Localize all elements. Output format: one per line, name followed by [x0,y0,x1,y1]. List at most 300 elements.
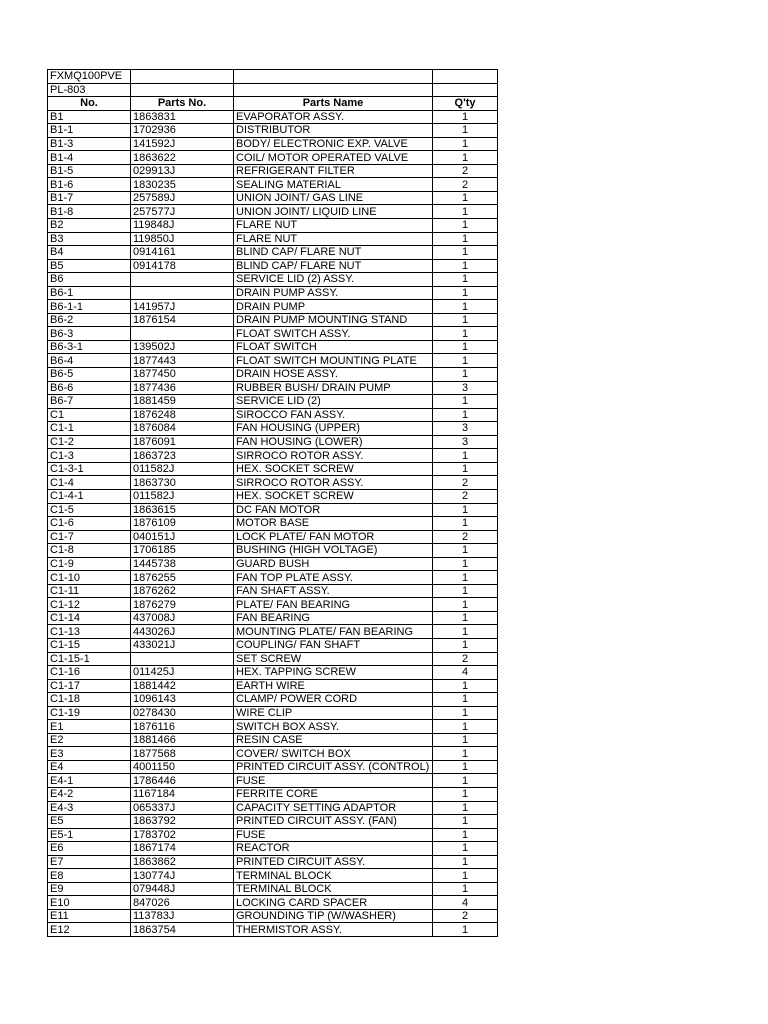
qty-cell: 1 [433,544,498,558]
qty-cell: 2 [433,489,498,503]
parts-name-cell: FAN TOP PLATE ASSY. [234,571,433,585]
item-no-cell: E1 [48,720,131,734]
table-row [48,517,498,531]
qty-cell: 2 [433,530,498,544]
parts-no-cell [131,273,234,287]
parts-name-cell: DRAIN PUMP MOUNTING STAND [234,313,433,327]
table-row [48,787,498,801]
parts-no-cell: 1863862 [131,855,234,869]
table-row [48,151,498,165]
empty-cell [131,70,234,84]
parts-name-cell: PLATE/ FAN BEARING [234,598,433,612]
parts-name-cell: RUBBER BUSH/ DRAIN PUMP [234,381,433,395]
item-no-cell: E6 [48,842,131,856]
parts-no-cell: 1863622 [131,151,234,165]
parts-name-cell: CAPACITY SETTING ADAPTOR [234,801,433,815]
parts-no-cell: 4001150 [131,760,234,774]
parts-no-cell: 257589J [131,191,234,205]
qty-cell: 1 [433,395,498,409]
parts-name-cell: RESIN CASE [234,733,433,747]
item-no-cell: E4-1 [48,774,131,788]
item-no-cell: C1-16 [48,666,131,680]
parts-no-cell: 1863754 [131,923,234,937]
parts-no-cell: 1786446 [131,774,234,788]
table-row [48,246,498,260]
qty-cell: 3 [433,381,498,395]
parts-no-cell: 1867174 [131,842,234,856]
parts-name-cell: BLIND CAP/ FLARE NUT [234,246,433,260]
parts-name-cell: EARTH WIRE [234,679,433,693]
parts-no-cell: 1877450 [131,368,234,382]
qty-cell: 1 [433,760,498,774]
parts-no-cell: 1876084 [131,422,234,436]
empty-cell [234,83,433,97]
parts-list-table [47,69,498,937]
item-no-cell: C1-18 [48,693,131,707]
table-row [48,232,498,246]
table-row [48,300,498,314]
parts-name-cell: PRINTED CIRCUIT ASSY. [234,855,433,869]
header-no: No. [48,97,131,111]
item-no-cell: B6-3 [48,327,131,341]
parts-name-cell: PRINTED CIRCUIT ASSY. (CONTROL) [234,760,433,774]
item-no-cell: C1-5 [48,503,131,517]
qty-cell: 4 [433,896,498,910]
model-cell: FXMQ100PVE [48,70,131,84]
item-no-cell: B2 [48,219,131,233]
parts-name-cell: FUSE [234,828,433,842]
item-no-cell: B1-7 [48,191,131,205]
parts-list-row [48,83,498,97]
table-row [48,882,498,896]
parts-no-cell: 011582J [131,489,234,503]
qty-cell: 1 [433,625,498,639]
table-row [48,205,498,219]
parts-name-cell: SIRROCO ROTOR ASSY. [234,476,433,490]
table-row [48,137,498,151]
item-no-cell: B6-3-1 [48,340,131,354]
parts-no-cell: 1876255 [131,571,234,585]
parts-no-cell [131,286,234,300]
table-row [48,625,498,639]
parts-no-cell: 0914161 [131,246,234,260]
parts-name-cell: TERMINAL BLOCK [234,869,433,883]
parts-no-cell: 011582J [131,462,234,476]
parts-no-cell: 1876279 [131,598,234,612]
item-no-cell: B4 [48,246,131,260]
parts-name-cell: UNION JOINT/ GAS LINE [234,191,433,205]
parts-name-cell: HEX. SOCKET SCREW [234,489,433,503]
model-row [48,70,498,84]
parts-list-cell: PL-803 [48,83,131,97]
qty-cell: 1 [433,327,498,341]
table-row [48,178,498,192]
qty-cell: 1 [433,815,498,829]
table-row [48,896,498,910]
parts-name-cell: DRAIN HOSE ASSY. [234,368,433,382]
parts-name-cell: BODY/ ELECTRONIC EXP. VALVE [234,137,433,151]
parts-name-cell: SIRROCO ROTOR ASSY. [234,449,433,463]
table-row [48,286,498,300]
table-row [48,666,498,680]
item-no-cell: C1-15 [48,638,131,652]
parts-no-cell: 139502J [131,340,234,354]
item-no-cell: C1-2 [48,435,131,449]
qty-cell: 1 [433,137,498,151]
parts-no-cell: 257577J [131,205,234,219]
qty-cell: 2 [433,909,498,923]
item-no-cell: B6-4 [48,354,131,368]
parts-no-cell: 119848J [131,219,234,233]
parts-no-cell: 1876116 [131,720,234,734]
table-row [48,652,498,666]
parts-name-cell: DISTRIBUTOR [234,124,433,138]
item-no-cell: B1 [48,110,131,124]
item-no-cell: B6-1 [48,286,131,300]
parts-name-cell: HEX. SOCKET SCREW [234,462,433,476]
item-no-cell: B1-8 [48,205,131,219]
qty-cell: 1 [433,205,498,219]
qty-cell: 1 [433,503,498,517]
item-no-cell: B1-4 [48,151,131,165]
parts-name-cell: PRINTED CIRCUIT ASSY. (FAN) [234,815,433,829]
parts-name-cell: FUSE [234,774,433,788]
parts-name-cell: FLARE NUT [234,232,433,246]
parts-no-cell: 0278430 [131,706,234,720]
parts-name-cell: FLOAT SWITCH MOUNTING PLATE [234,354,433,368]
parts-no-cell: 1881442 [131,679,234,693]
item-no-cell: C1-19 [48,706,131,720]
parts-no-cell: 1877436 [131,381,234,395]
item-no-cell: B1-3 [48,137,131,151]
parts-name-cell: SERVICE LID (2) [234,395,433,409]
qty-cell: 1 [433,246,498,260]
parts-name-cell: DRAIN PUMP [234,300,433,314]
item-no-cell: C1-17 [48,679,131,693]
qty-cell: 1 [433,151,498,165]
item-no-cell: B6-7 [48,395,131,409]
qty-cell: 1 [433,828,498,842]
item-no-cell: E2 [48,733,131,747]
qty-cell: 2 [433,476,498,490]
table-row [48,679,498,693]
parts-no-cell: 1706185 [131,544,234,558]
qty-cell: 1 [433,801,498,815]
table-row [48,747,498,761]
qty-cell: 1 [433,219,498,233]
item-no-cell: E4 [48,760,131,774]
parts-name-cell: FERRITE CORE [234,787,433,801]
parts-name-cell: CLAMP/ POWER CORD [234,693,433,707]
parts-no-cell: 1445738 [131,557,234,571]
empty-cell [433,70,498,84]
qty-cell: 1 [433,232,498,246]
qty-cell: 1 [433,517,498,531]
parts-name-cell: SWITCH BOX ASSY. [234,720,433,734]
qty-cell: 1 [433,286,498,300]
item-no-cell: B6-5 [48,368,131,382]
table-row [48,313,498,327]
table-row [48,638,498,652]
parts-name-cell: SERVICE LID (2) ASSY. [234,273,433,287]
item-no-cell: B6 [48,273,131,287]
parts-no-cell [131,327,234,341]
qty-cell: 1 [433,611,498,625]
parts-no-cell: 141592J [131,137,234,151]
parts-no-cell: 141957J [131,300,234,314]
qty-cell: 2 [433,652,498,666]
empty-cell [433,83,498,97]
qty-cell: 1 [433,408,498,422]
table-row [48,503,498,517]
qty-cell: 1 [433,462,498,476]
item-no-cell: B6-1-1 [48,300,131,314]
parts-name-cell: EVAPORATOR ASSY. [234,110,433,124]
table-row [48,828,498,842]
table-row [48,584,498,598]
item-no-cell: C1-11 [48,584,131,598]
qty-cell: 1 [433,273,498,287]
table-row [48,815,498,829]
parts-name-cell: REFRIGERANT FILTER [234,164,433,178]
item-no-cell: E10 [48,896,131,910]
parts-no-cell: 1863723 [131,449,234,463]
parts-no-cell: 119850J [131,232,234,246]
table-row [48,557,498,571]
qty-cell: 1 [433,354,498,368]
parts-no-cell: 1876154 [131,313,234,327]
table-row [48,354,498,368]
parts-no-cell: 029913J [131,164,234,178]
parts-name-cell: LOCKING CARD SPACER [234,896,433,910]
item-no-cell: B1-5 [48,164,131,178]
parts-no-cell: 437008J [131,611,234,625]
item-no-cell: B5 [48,259,131,273]
parts-no-cell: 1783702 [131,828,234,842]
qty-cell: 1 [433,584,498,598]
parts-name-cell: BLIND CAP/ FLARE NUT [234,259,433,273]
parts-name-cell: SIROCCO FAN ASSY. [234,408,433,422]
table-row [48,611,498,625]
table-row [48,462,498,476]
qty-cell: 1 [433,706,498,720]
item-no-cell: C1-6 [48,517,131,531]
table-row [48,124,498,138]
table-row [48,855,498,869]
parts-no-cell: 1877568 [131,747,234,761]
table-row [48,191,498,205]
qty-cell: 1 [433,191,498,205]
item-no-cell: C1-7 [48,530,131,544]
parts-name-cell: BUSHING (HIGH VOLTAGE) [234,544,433,558]
item-no-cell: C1-3 [48,449,131,463]
table-row [48,869,498,883]
item-no-cell: B1-1 [48,124,131,138]
parts-no-cell: 0914178 [131,259,234,273]
parts-name-cell: UNION JOINT/ LIQUID LINE [234,205,433,219]
parts-no-cell: 130774J [131,869,234,883]
qty-cell: 1 [433,313,498,327]
table-row [48,273,498,287]
item-no-cell: C1-12 [48,598,131,612]
parts-no-cell: 1881466 [131,733,234,747]
item-no-cell: E5 [48,815,131,829]
item-no-cell: E12 [48,923,131,937]
parts-no-cell: 1830235 [131,178,234,192]
item-no-cell: C1-1 [48,422,131,436]
table-row [48,598,498,612]
item-no-cell: C1-15-1 [48,652,131,666]
qty-cell: 1 [433,842,498,856]
table-row [48,842,498,856]
item-no-cell: C1-9 [48,557,131,571]
table-row [48,923,498,937]
table-row [48,774,498,788]
empty-cell [131,83,234,97]
table-row [48,476,498,490]
table-row [48,435,498,449]
qty-cell: 1 [433,869,498,883]
parts-name-cell: FAN SHAFT ASSY. [234,584,433,598]
parts-name-cell: THERMISTOR ASSY. [234,923,433,937]
parts-no-cell: 1876248 [131,408,234,422]
qty-cell: 1 [433,679,498,693]
table-row [48,110,498,124]
parts-name-cell: FLARE NUT [234,219,433,233]
table-row [48,544,498,558]
parts-name-cell: FAN BEARING [234,611,433,625]
parts-name-cell: DC FAN MOTOR [234,503,433,517]
qty-cell: 4 [433,666,498,680]
parts-name-cell: REACTOR [234,842,433,856]
parts-no-cell: 1096143 [131,693,234,707]
qty-cell: 1 [433,787,498,801]
table-row [48,449,498,463]
parts-name-cell: MOUNTING PLATE/ FAN BEARING [234,625,433,639]
parts-name-cell: FLOAT SWITCH ASSY. [234,327,433,341]
parts-no-cell: 1876262 [131,584,234,598]
item-no-cell: C1-10 [48,571,131,585]
parts-name-cell: LOCK PLATE/ FAN MOTOR [234,530,433,544]
item-no-cell: C1-3-1 [48,462,131,476]
parts-no-cell: 1863831 [131,110,234,124]
item-no-cell: C1-14 [48,611,131,625]
table-row [48,164,498,178]
qty-cell: 3 [433,422,498,436]
table-row [48,340,498,354]
header-row [48,97,498,111]
table-row [48,693,498,707]
qty-cell: 1 [433,923,498,937]
qty-cell: 1 [433,124,498,138]
qty-cell: 1 [433,557,498,571]
table-row [48,259,498,273]
parts-no-cell: 1167184 [131,787,234,801]
item-no-cell: E4-3 [48,801,131,815]
parts-name-cell: COVER/ SWITCH BOX [234,747,433,761]
table-row [48,327,498,341]
table-row [48,395,498,409]
item-no-cell: E3 [48,747,131,761]
item-no-cell: B3 [48,232,131,246]
qty-cell: 1 [433,300,498,314]
table-row [48,571,498,585]
table-row [48,408,498,422]
parts-name-cell: FAN HOUSING (LOWER) [234,435,433,449]
parts-no-cell: 1876109 [131,517,234,531]
parts-name-cell: TERMINAL BLOCK [234,882,433,896]
parts-no-cell: 1702936 [131,124,234,138]
parts-name-cell: HEX. TAPPING SCREW [234,666,433,680]
parts-no-cell: 847026 [131,896,234,910]
item-no-cell: C1-4 [48,476,131,490]
item-no-cell: E11 [48,909,131,923]
parts-name-cell: SEALING MATERIAL [234,178,433,192]
parts-no-cell: 113783J [131,909,234,923]
qty-cell: 1 [433,368,498,382]
qty-cell: 1 [433,774,498,788]
parts-no-cell: 1876091 [131,435,234,449]
item-no-cell: C1-8 [48,544,131,558]
parts-no-cell: 1881459 [131,395,234,409]
header-parts-name: Parts Name [234,97,433,111]
qty-cell: 1 [433,110,498,124]
table-row [48,489,498,503]
parts-name-cell: WIRE CLIP [234,706,433,720]
item-no-cell: E7 [48,855,131,869]
table-row [48,760,498,774]
qty-cell: 1 [433,571,498,585]
qty-cell: 1 [433,693,498,707]
parts-no-cell [131,652,234,666]
item-no-cell: C1-13 [48,625,131,639]
item-no-cell: B6-6 [48,381,131,395]
parts-no-cell: 1863615 [131,503,234,517]
table-row [48,530,498,544]
qty-cell: 2 [433,164,498,178]
table-row [48,733,498,747]
parts-no-cell: 433021J [131,638,234,652]
item-no-cell: B6-2 [48,313,131,327]
table-row [48,368,498,382]
table-row [48,381,498,395]
table-row [48,706,498,720]
table-row [48,219,498,233]
qty-cell: 1 [433,340,498,354]
table-row [48,801,498,815]
item-no-cell: E8 [48,869,131,883]
parts-no-cell: 1863730 [131,476,234,490]
qty-cell: 1 [433,733,498,747]
qty-cell: 1 [433,259,498,273]
parts-no-cell: 079448J [131,882,234,896]
parts-name-cell: GUARD BUSH [234,557,433,571]
parts-name-cell: MOTOR BASE [234,517,433,531]
parts-name-cell: DRAIN PUMP ASSY. [234,286,433,300]
parts-no-cell: 443026J [131,625,234,639]
parts-name-cell: GROUNDING TIP (W/WASHER) [234,909,433,923]
item-no-cell: E9 [48,882,131,896]
qty-cell: 1 [433,720,498,734]
qty-cell: 3 [433,435,498,449]
parts-no-cell: 1863792 [131,815,234,829]
table-row [48,422,498,436]
header-qty: Q'ty [433,97,498,111]
empty-cell [234,70,433,84]
parts-name-cell: COIL/ MOTOR OPERATED VALVE [234,151,433,165]
table-row [48,720,498,734]
qty-cell: 1 [433,598,498,612]
